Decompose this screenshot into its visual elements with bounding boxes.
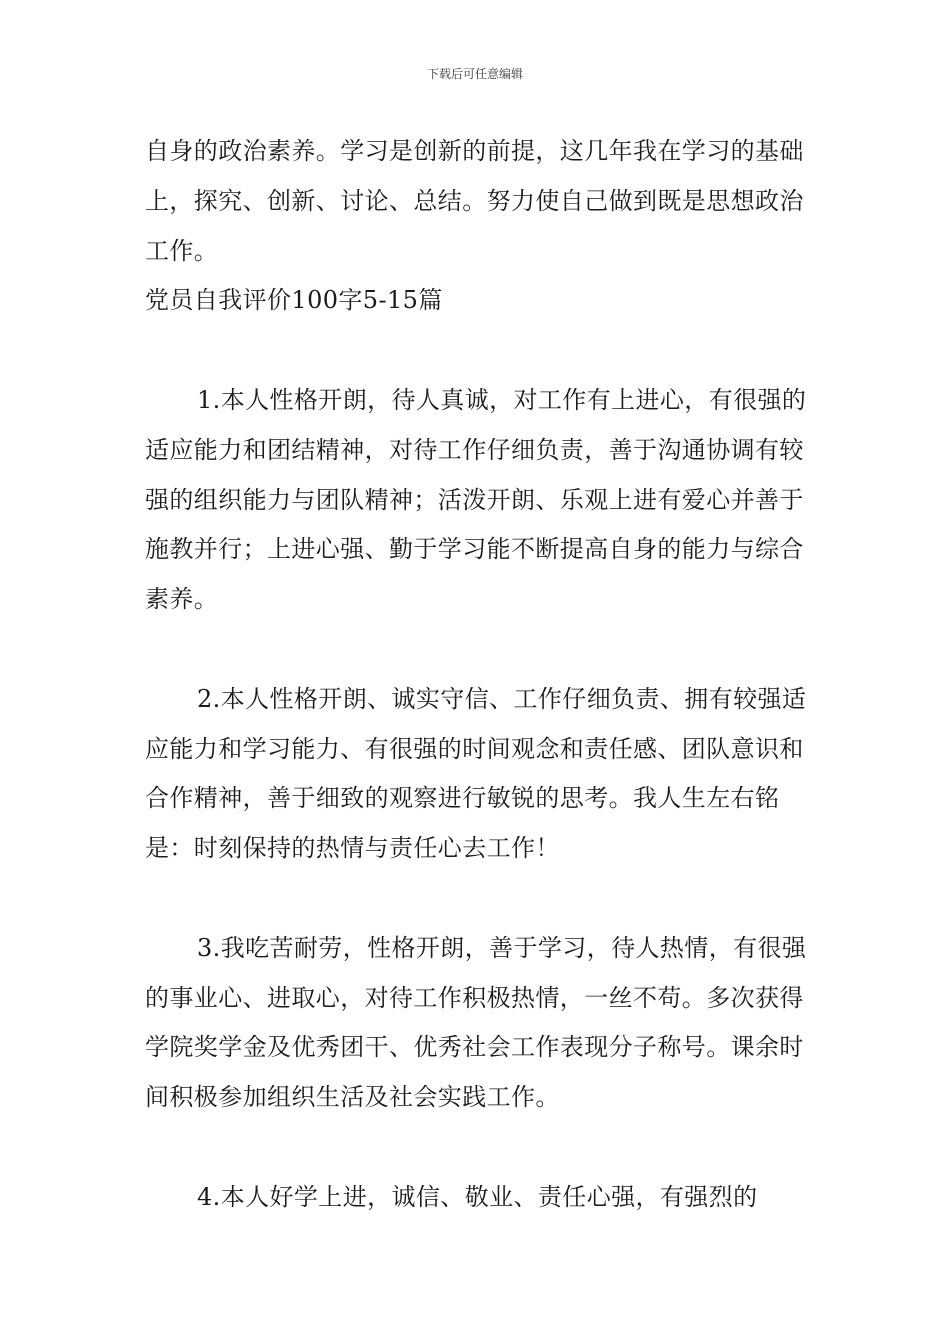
section-title: 党员自我评价100字5-15篇 [145, 286, 443, 315]
item-paragraph-4: 4.本人好学上进，诚信、敬业、责任心强，有强烈的 [197, 1182, 758, 1211]
intro-paragraph: 自身的政治素养。学习是创新的前提，这几年我在学习的基础上，探究、创新、讨论、总结。努力使自己做到既是思想政治工作。 [145, 137, 804, 265]
document-body [145, 127, 815, 1223]
item-paragraph-1: 1.本人性格开朗，待人真诚，对工作有上进心，有很强的适应能力和团结精神，对待工作仔细负责，善于沟通协调有较强的组织能力与团队精神；活泼开朗、乐观上进有爱心并善于施教并行；上进心强、勤于学习能不断提高自身的能力与综合素养。 [145, 385, 807, 614]
item-paragraph-3: 3.我吃苦耐劳，性格开朗，善于学习，待人热情，有很强的事业心、进取心，对待工作积极热情，一丝不苟。多次获得学院奖学金及优秀团干、优秀社会工作表现分子称号。课余时间积极参加组织生活及社会实践工作。 [145, 933, 807, 1112]
item-paragraph-2: 2.本人性格开朗、诚实守信、工作仔细负责、拥有较强适应能力和学习能力、有很强的时间观念和责任感、团队意识和合作精神，善于细致的观察进行敏锐的思考。我人生左右铭是：时刻保持的热情与责任心去工作！ [145, 684, 807, 863]
page-header-note: 下载后可任意编辑 [426, 67, 523, 81]
